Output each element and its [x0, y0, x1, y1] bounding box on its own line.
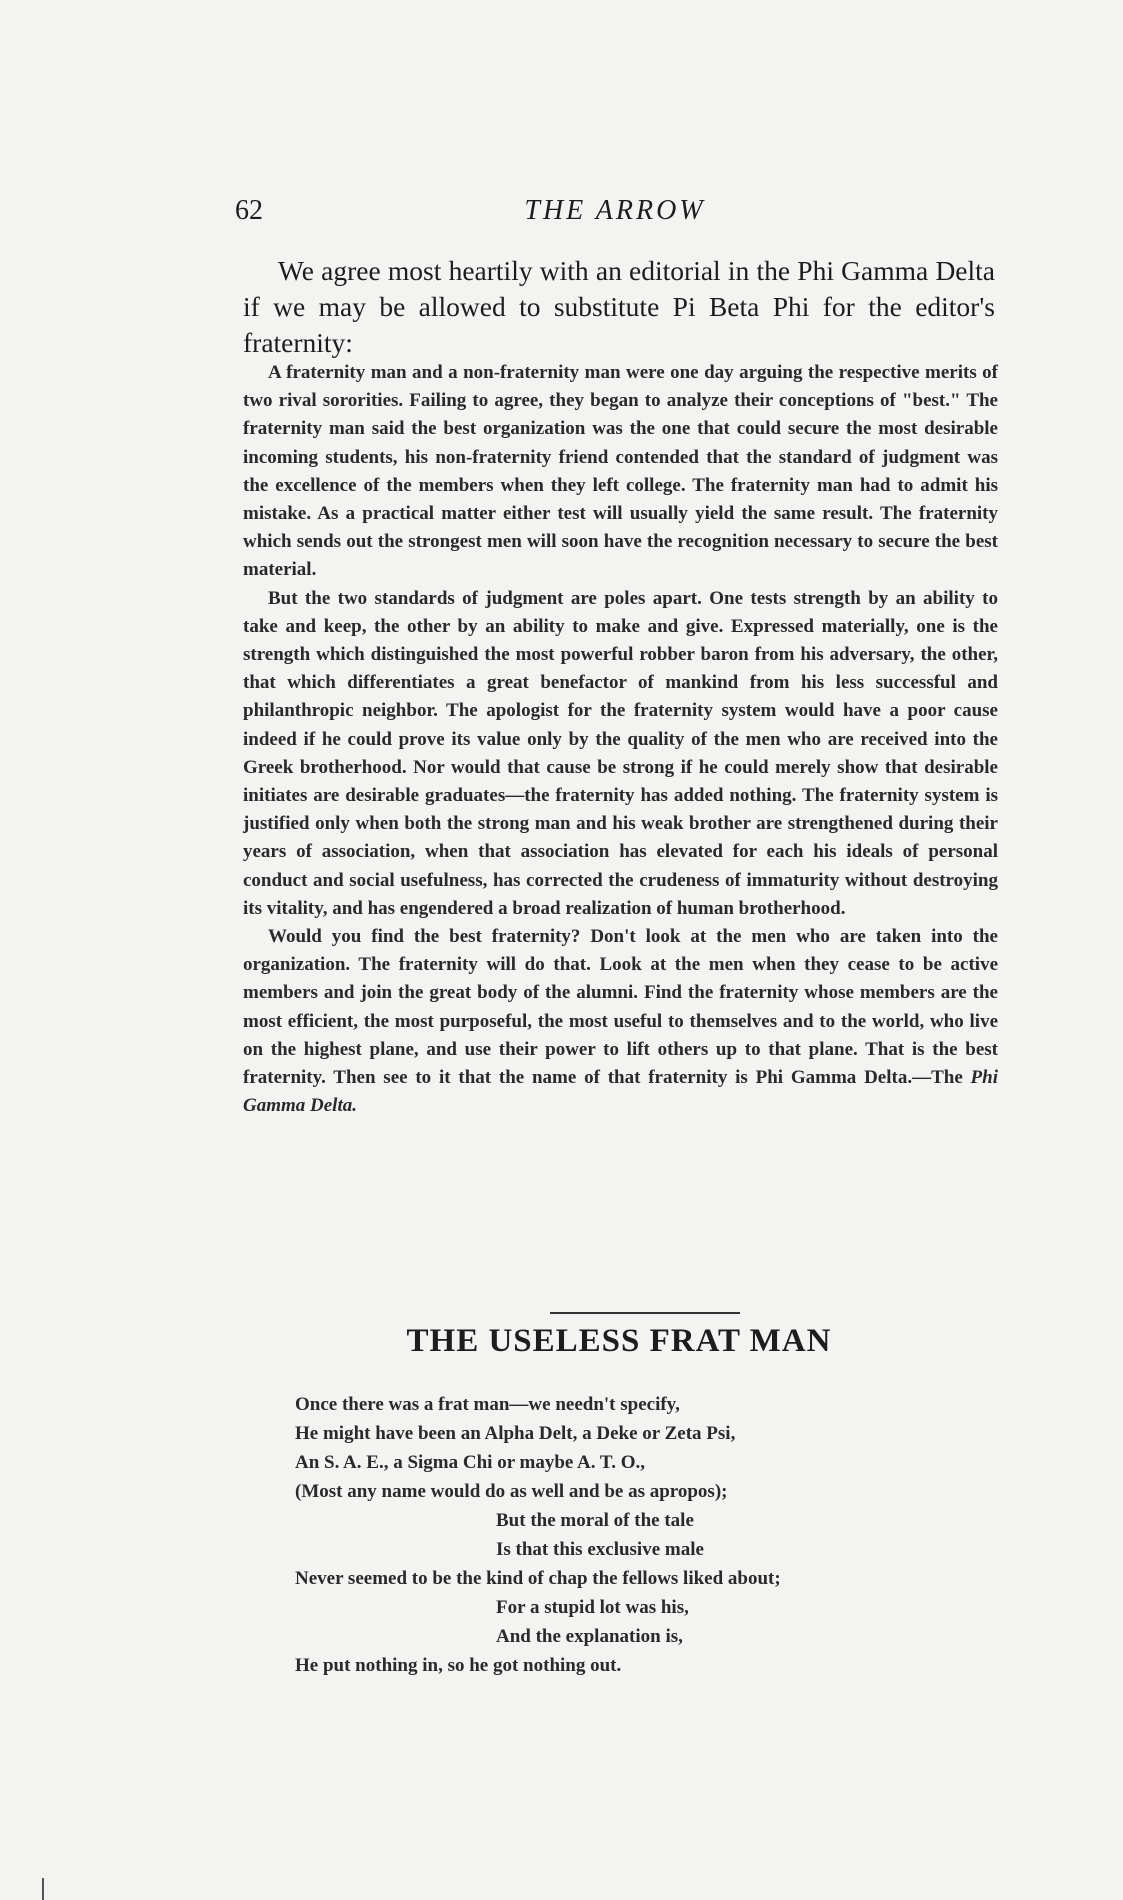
- poem-line: Is that this exclusive male: [496, 1539, 704, 1560]
- poem-line: He might have been an Alpha Delt, a Deke or Zeta Psi,: [295, 1423, 736, 1444]
- poem-line: For a stupid lot was his,: [496, 1597, 689, 1618]
- quote-paragraph-3-text: Would you find the best fraternity? Don't look at the men who are taken into the organization. The fraternity will do that. Look at the men when they cease to be active members and join the great body of the alumni. Find the fraternity whose members are the most efficient, the most purposeful, the most useful to themselves and to the world, who live on the highest plane, and use their power to lift others up to that plane. That is the best fraternity. Then see to it that the name of that fraternity is Phi Gamma Delta.—The: [243, 926, 998, 1089]
- quote-paragraph-2: But the two standards of judgment are poles apart. One tests strength by an ability to take and keep, the other by an ability to make and give. Expressed materially, one is the strength which distinguished the most powerful robber baron from his adversary, the other, that which differentiates a great benefactor of mankind from his less successful and philanthropic neighbor. The apologist for the fraternity system would have a poor cause indeed if he could prove its value only by the quality of the men who are received into the Greek brotherhood. Nor would that cause be strong if he could merely show that desirable initiates are desirable graduates—the fraternity has added nothing. The fraternity system is justified only when both the strong man and his weak brother are strengthened during their years of association, when that association has elevated for each his ideals of personal conduct and social usefulness, has corrected the crudeness of immaturity without destroying its vitality, and has engendered a broad realization of human brotherhood.: [243, 587, 998, 919]
- page-number: 62: [235, 195, 263, 226]
- poem-line: An S. A. E., a Sigma Chi or maybe A. T. O.,: [295, 1452, 645, 1473]
- quote-paragraph-1: A fraternity man and a non-fraternity man were one day arguing the respective merits of two rival sororities. Failing to agree, they began to analyze their conceptions of "best." The fraternity man said the best organization was the one that could secure the most desirable incoming students, his non-fraternity friend contended that the standard of judgment was the excellence of the members when they left college. The fraternity man had to admit his mistake. As a practical matter either test will usually yield the same result. The fraternity which sends out the strongest men will soon have the recognition necessary to secure the best material.: [243, 362, 998, 581]
- quote-source: Phi Gamma Delta.: [243, 1067, 998, 1117]
- poem-line: Once there was a frat man—we needn't specify,: [295, 1394, 680, 1415]
- poem-line: And the explanation is,: [496, 1626, 683, 1647]
- poem-line: But the moral of the tale: [496, 1510, 694, 1531]
- poem-title: THE USELESS FRAT MAN: [406, 1323, 832, 1359]
- intro-paragraph: We agree most heartily with an editorial in the Phi Gamma Delta if we may be allowed to substitute Pi Beta Phi for the editor's fraternity:: [243, 255, 995, 358]
- section-divider: [550, 1312, 740, 1314]
- running-title: THE ARROW: [524, 195, 706, 226]
- poem: [295, 1390, 995, 1680]
- quoted-editorial: [243, 359, 998, 1120]
- poem-line: (Most any name would do as well and be as apropos);: [295, 1481, 728, 1502]
- poem-line: He put nothing in, so he got nothing out.: [295, 1655, 622, 1676]
- quote-paragraph-3: [243, 923, 998, 1120]
- scan-edge-mark: [42, 1878, 44, 1900]
- poem-line: Never seemed to be the kind of chap the fellows liked about;: [295, 1568, 781, 1589]
- page-header: [235, 195, 995, 235]
